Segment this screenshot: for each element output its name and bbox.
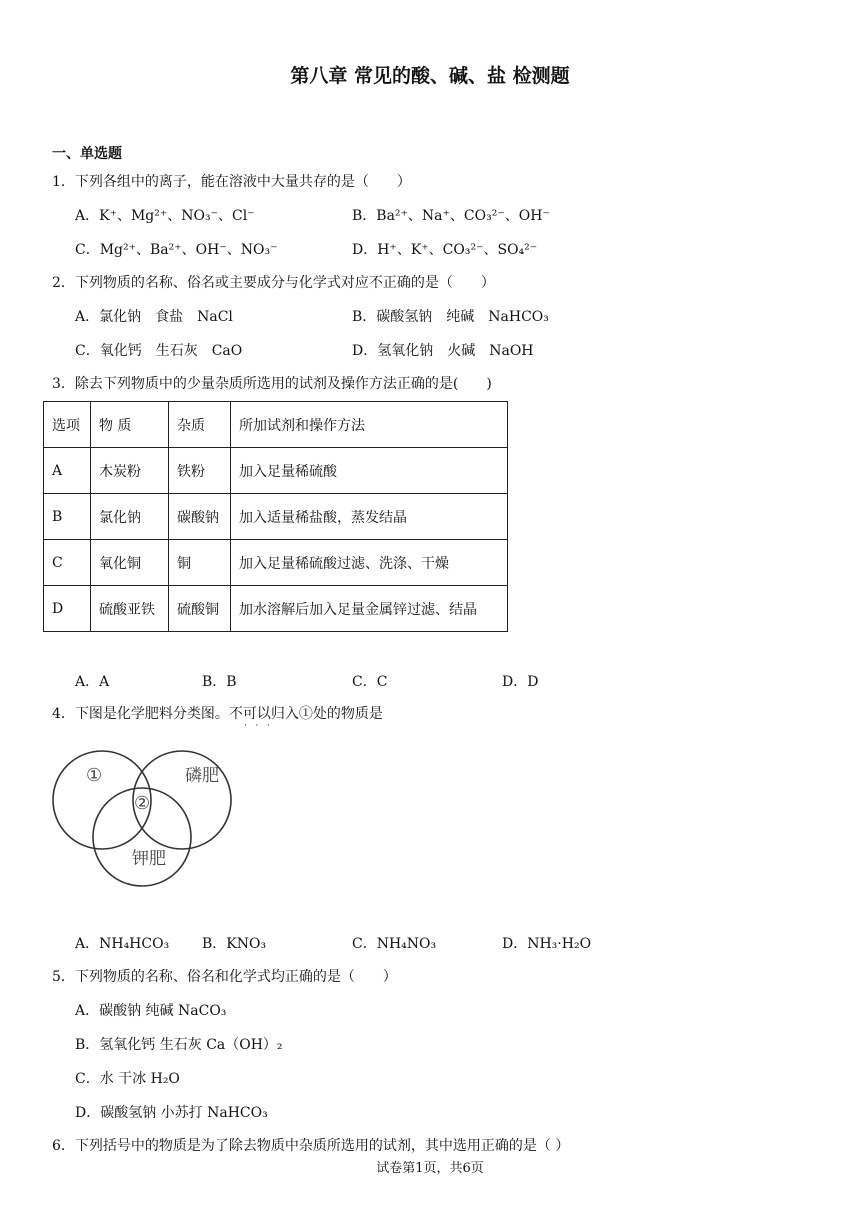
question-6-stem: 6．下列括号中的物质是为了除去物质中杂质所选用的试剂，其中选用正确的是（ ） xyxy=(52,1138,570,1154)
table-cell: D xyxy=(44,586,91,632)
question-1-option-c[interactable]: C．Mg²⁺、Ba²⁺、OH⁻、NO₃⁻ xyxy=(75,242,278,258)
question-3-option-d[interactable]: D．D xyxy=(502,674,539,690)
emphasis-dots: · · · xyxy=(244,721,270,731)
question-4-emphasis: 不可以 xyxy=(228,706,271,722)
question-2-stem: 2．下列物质的名称、俗名或主要成分与化学式对应不正确的是（ ） xyxy=(52,275,495,291)
table-cell: 铜 xyxy=(169,540,231,586)
question-4-stem xyxy=(52,705,383,723)
table-cell: 加入足量稀硫酸过滤、洗涤、干燥 xyxy=(231,540,508,586)
table-cell: C xyxy=(44,540,91,586)
table-cell: 硫酸铜 xyxy=(169,586,231,632)
question-2-option-c[interactable]: C．氧化钙 生石灰 CaO xyxy=(75,343,243,359)
question-1-option-d[interactable]: D．H⁺、K⁺、CO₃²⁻、SO₄²⁻ xyxy=(352,242,538,258)
question-4-option-d[interactable]: D．NH₃·H₂O xyxy=(502,936,592,952)
question-3-table xyxy=(43,401,508,632)
table-cell: 加水溶解后加入足量金属锌过滤、结晶 xyxy=(231,586,508,632)
venn-label-potash: 钾肥 xyxy=(132,849,166,869)
question-1-option-b[interactable]: B．Ba²⁺、Na⁺、CO₃²⁻、OH⁻ xyxy=(352,208,550,224)
table-cell: 加入足量稀硫酸 xyxy=(231,448,508,494)
table-header-cell: 所加试剂和操作方法 xyxy=(231,402,508,448)
question-2-option-d[interactable]: D．氢氧化钠 火碱 NaOH xyxy=(352,343,534,359)
table-row xyxy=(44,586,508,632)
fertilizer-venn-diagram xyxy=(50,735,250,890)
question-5-option-a[interactable]: A．碳酸钠 纯碱 NaCO₃ xyxy=(75,1003,227,1019)
question-5-option-c[interactable]: C．水 干冰 H₂O xyxy=(75,1071,180,1087)
table-cell: 碳酸钠 xyxy=(169,494,231,540)
table-row xyxy=(44,448,508,494)
question-3-stem: 3．除去下列物质中的少量杂质所选用的试剂及操作方法正确的是( ) xyxy=(52,376,492,392)
question-3-option-a[interactable]: A．A xyxy=(75,674,110,690)
table-header-row xyxy=(44,402,508,448)
table-row xyxy=(44,494,508,540)
table-cell: 氯化钠 xyxy=(91,494,169,540)
table-cell: 硫酸亚铁 xyxy=(91,586,169,632)
question-4-option-b[interactable]: B．KNO₃ xyxy=(202,936,267,952)
question-5-option-b[interactable]: B．氢氧化钙 生石灰 Ca（OH）₂ xyxy=(75,1037,283,1053)
venn-label-1: ① xyxy=(86,765,103,786)
question-1-option-a[interactable]: A．K⁺、Mg²⁺、NO₃⁻、Cl⁻ xyxy=(75,208,255,224)
question-2-option-a[interactable]: A．氯化钠 食盐 NaCl xyxy=(75,309,233,325)
question-2-option-b[interactable]: B．碳酸氢钠 纯碱 NaHCO₃ xyxy=(352,309,549,325)
table-cell: B xyxy=(44,494,91,540)
table-cell: 氧化铜 xyxy=(91,540,169,586)
question-5-option-d[interactable]: D．碳酸氢钠 小苏打 NaHCO₃ xyxy=(75,1105,268,1121)
question-4-option-a[interactable]: A．NH₄HCO₃ xyxy=(75,936,170,952)
table-header-cell: 杂质 xyxy=(169,402,231,448)
venn-label-2: ② xyxy=(134,793,151,814)
table-cell: A xyxy=(44,448,91,494)
page-footer: 试卷第1页，共6页 xyxy=(376,1161,484,1176)
question-5-stem: 5．下列物质的名称、俗名和化学式均正确的是（ ） xyxy=(52,969,397,985)
question-4-stem-after: 归入①处的物质是 xyxy=(270,706,383,722)
table-header-cell: 选项 xyxy=(44,402,91,448)
venn-label-phosphate: 磷肥 xyxy=(185,766,219,786)
table-cell: 木炭粉 xyxy=(91,448,169,494)
table-cell: 铁粉 xyxy=(169,448,231,494)
question-3-option-b[interactable]: B．B xyxy=(202,674,237,690)
section-heading: 一、单选题 xyxy=(52,146,122,162)
question-3-option-c[interactable]: C．C xyxy=(352,674,388,690)
page-title: 第八章 常见的酸、碱、盐 检测题 xyxy=(290,65,570,87)
table-row xyxy=(44,540,508,586)
table-cell: 加入适量稀盐酸，蒸发结晶 xyxy=(231,494,508,540)
table-header-cell: 物 质 xyxy=(91,402,169,448)
question-4-option-c[interactable]: C．NH₄NO₃ xyxy=(352,936,437,952)
question-1-stem: 1．下列各组中的离子，能在溶液中大量共存的是（ ） xyxy=(52,174,411,190)
question-4-stem-before: 4．下图是化学肥料分类图。 xyxy=(52,706,229,722)
